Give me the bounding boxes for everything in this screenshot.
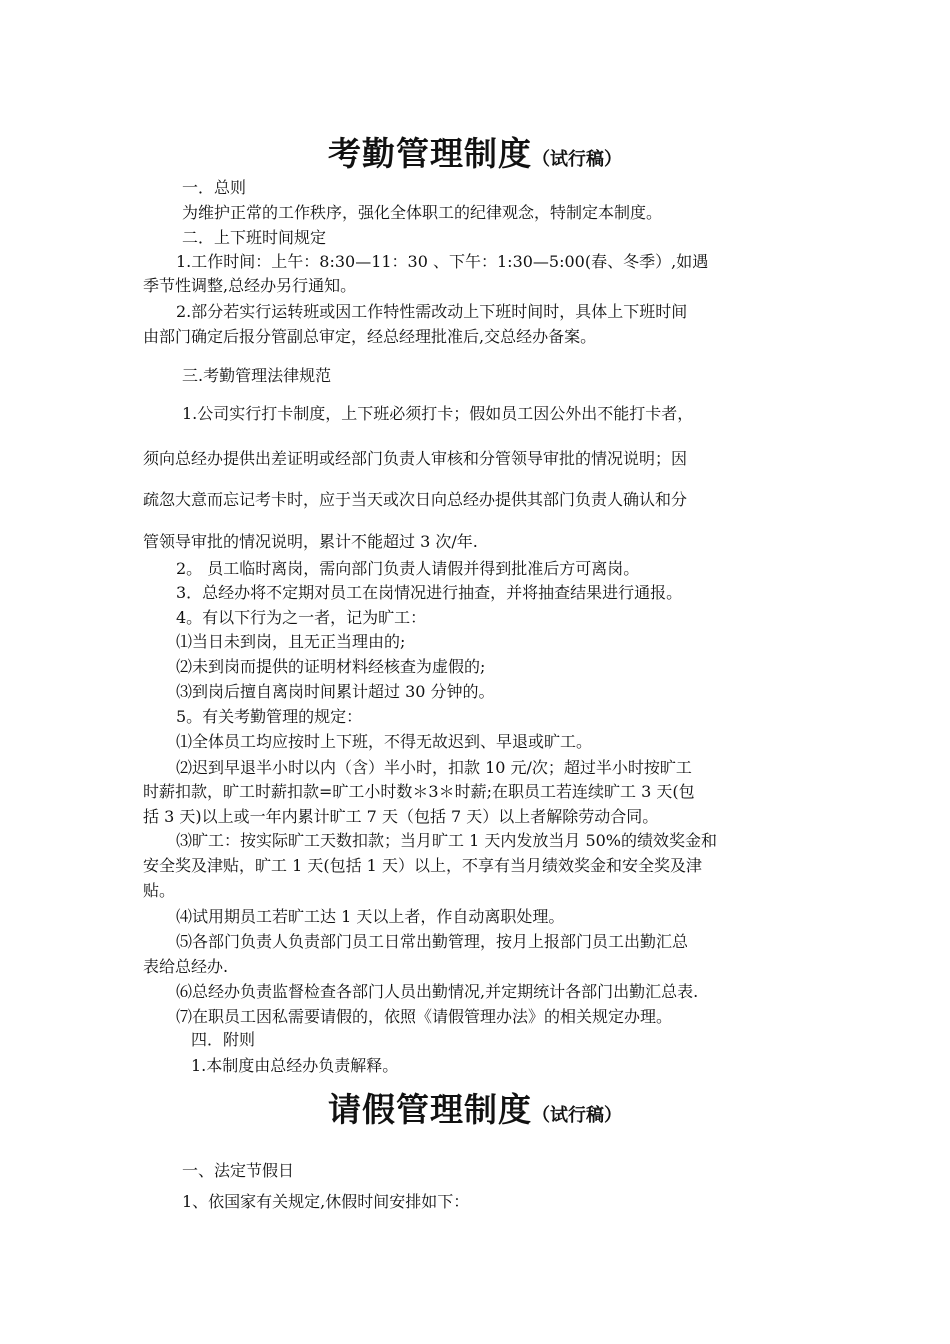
paragraph-line: 5。有关考勤管理的规定： — [176, 707, 363, 726]
title-note: （试行稿） — [532, 149, 622, 170]
section-heading: 三.考勤管理法律规范 — [182, 366, 332, 385]
paragraph-line: 须向总经办提供出差证明或经部门负责人审核和分管领导审批的情况说明；因 — [143, 449, 688, 468]
section-heading: 二．上下班时间规定 — [182, 228, 327, 247]
paragraph-line: 安全奖及津贴，旷工 1 天(包括 1 天）以上，不享有当月绩效奖金和安全奖及津 — [143, 856, 702, 875]
section-heading: 一、法定节假日 — [182, 1161, 295, 1180]
paragraph-line: 2.部分若实行运转班或因工作特性需改动上下班时间时，具体上下班时间 — [176, 302, 688, 321]
section-heading: 一．总则 — [182, 178, 247, 197]
paragraph-line: 由部门确定后报分管副总审定，经总经理批准后,交总经办备案。 — [143, 327, 597, 346]
list-item: ⑺在职员工因私需要请假的，依照《请假管理办法》的相关规定办理。 — [176, 1007, 673, 1026]
paragraph-line: 2。 员工临时离岗，需向部门负责人请假并得到批准后方可离岗。 — [176, 559, 640, 578]
paragraph-line: 管领导审批的情况说明，累计不能超过 3 次/年. — [143, 532, 478, 551]
doc-title-attendance — [0, 128, 950, 175]
list-item: ⑵未到岗而提供的证明材料经核查为虚假的; — [176, 657, 486, 676]
paragraph-line: 时薪扣款，旷工时薪扣款=旷工小时数＊3＊时薪;在职员工若连续旷工 3 天(包 — [143, 782, 695, 801]
doc-title-leave — [0, 1084, 950, 1131]
title-main: 请假管理制度 — [328, 1090, 532, 1129]
paragraph-line: 1.工作时间：上午：8:30—11：30 、下午：1:30—5:00(春、冬季）,如遇 — [176, 252, 709, 271]
paragraph-line: 贴。 — [143, 881, 176, 900]
paragraph-line: 3．总经办将不定期对员工在岗情况进行抽查，并将抽查结果进行通报。 — [176, 583, 683, 602]
list-item: ⑵迟到早退半小时以内（含）半小时，扣款 10 元/次；超过半小时按旷工 — [176, 758, 692, 777]
paragraph-line: 1.本制度由总经办负责解释。 — [191, 1056, 399, 1075]
list-item: ⑴全体员工均应按时上下班，不得无故迟到、早退或旷工。 — [176, 732, 593, 751]
paragraph-line: 疏忽大意而忘记考卡时，应于当天或次日向总经办提供其部门负责人确认和分 — [143, 490, 688, 509]
paragraph-line: 1、依国家有关规定,休假时间安排如下： — [182, 1192, 470, 1211]
title-main: 考勤管理制度 — [328, 134, 532, 173]
paragraph-line: 括 3 天)以上或一年内累计旷工 7 天（包括 7 天）以上者解除劳动合同。 — [143, 807, 659, 826]
paragraph-line: 季节性调整,总经办另行通知。 — [143, 276, 357, 295]
list-item: ⑹总经办负责监督检查各部门人员出勤情况,并定期统计各部门出勤汇总表. — [176, 982, 699, 1001]
list-item: ⑴当日未到岗，且无正当理由的; — [176, 632, 406, 651]
list-item: ⑷试用期员工若旷工达 1 天以上者，作自动离职处理。 — [176, 907, 565, 926]
list-item: ⑶到岗后擅自离岗时间累计超过 30 分钟的。 — [176, 682, 495, 701]
section-heading: 四．附则 — [191, 1030, 256, 1049]
title-note: （试行稿） — [532, 1105, 622, 1126]
paragraph-line: 为维护正常的工作秩序，强化全体职工的纪律观念，特制定本制度。 — [182, 203, 663, 222]
paragraph-line: 表给总经办. — [143, 957, 229, 976]
paragraph-line: 1.公司实行打卡制度，上下班必须打卡；假如员工因公外出不能打卡者， — [182, 404, 694, 423]
paragraph-line: 4。有以下行为之一者，记为旷工： — [176, 608, 427, 627]
list-item: ⑸各部门负责人负责部门员工日常出勤管理，按月上报部门员工出勤汇总 — [176, 932, 689, 951]
list-item: ⑶旷工：按实际旷工天数扣款；当月旷工 1 天内发放当月 50%的绩效奖金和 — [176, 831, 718, 850]
